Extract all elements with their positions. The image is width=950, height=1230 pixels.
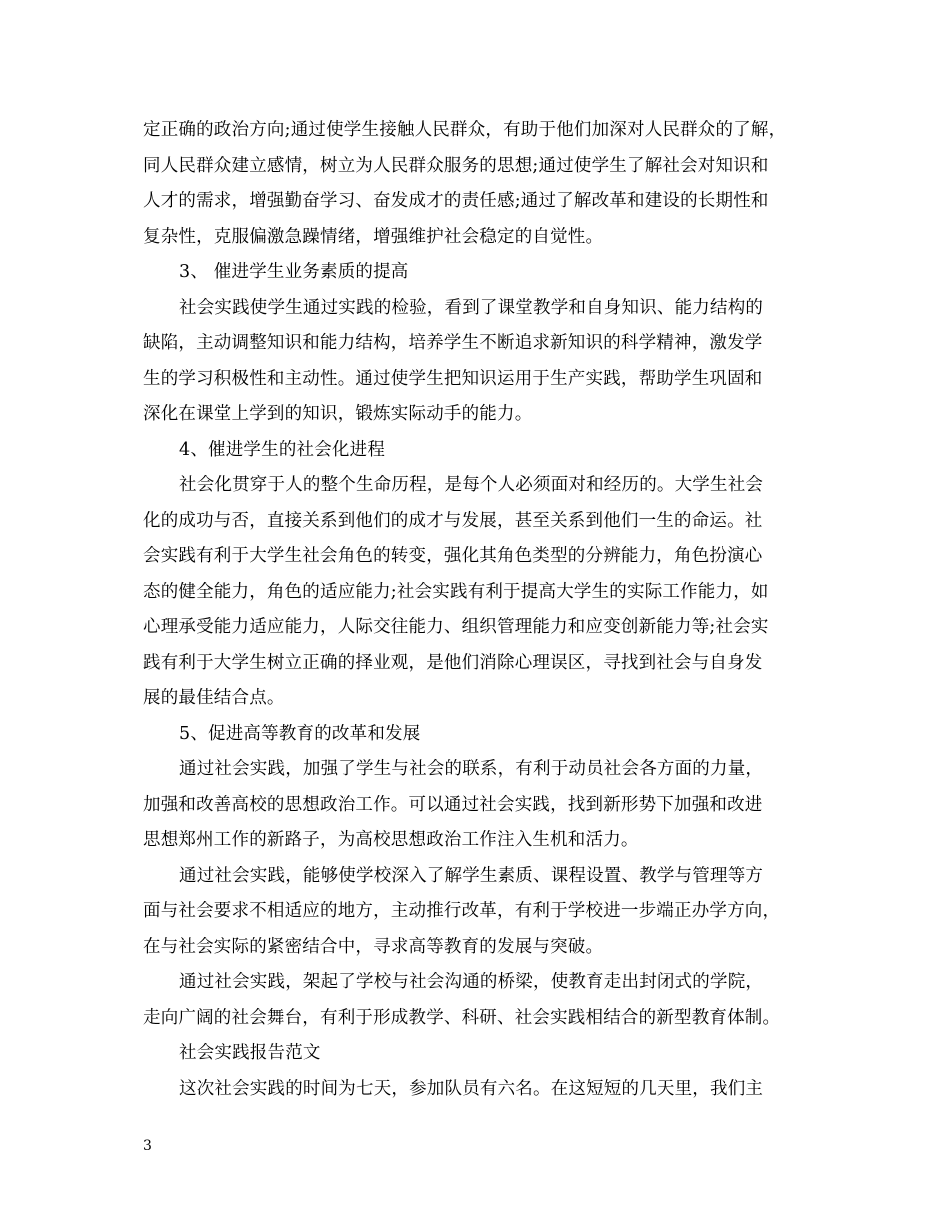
text-line: 5、促进高等教育的改革和发展: [179, 723, 421, 744]
text-line: 深化在课堂上学到的知识，锻炼实际动手的能力。: [143, 404, 533, 424]
text-line: 态的健全能力，角色的适应能力;社会实践有利于提高大学生的实际工作能力，如: [143, 581, 769, 602]
text-line: 通过社会实践，架起了学校与社会沟通的桥梁，使教育走出封闭式的学院，: [179, 972, 764, 992]
text-line: 缺陷，主动调整知识和能力结构，培养学生不断追求新知识的科学精神，激发学: [143, 333, 763, 353]
text-line: 生的学习积极性和主动性。通过使学生把知识运用于生产实践，帮助学生巩固和: [143, 368, 763, 389]
text-line: 定正确的政治方向;通过使学生接触人民群众，有助于他们加深对人民群众的了解，: [143, 120, 787, 140]
text-line: 同人民群众建立感情，树立为人民群众服务的思想;通过使学生了解社会对知识和: [143, 155, 769, 176]
text-line: 4、催进学生的社会化进程: [179, 439, 386, 460]
text-line: 会实践有利于大学生社会角色的转变，强化其角色类型的分辨能力，角色扮演心: [143, 546, 763, 566]
text-line: 3、 催进学生业务素质的提高: [179, 262, 409, 282]
text-line: 面与社会要求不相适应的地方，主动推行改革，有利于学校进一步端正办学方向，: [143, 901, 781, 921]
text-line: 人才的需求，增强勤奋学习、奋发成才的责任感;通过了解改革和建设的长期性和: [143, 191, 769, 211]
text-line: 通过社会实践，能够使学校深入了解学生素质、课程设置、教学与管理等方: [179, 865, 764, 886]
text-line: 化的成功与否，直接关系到他们的成才与发展，甚至关系到他们一生的命运。社: [143, 510, 763, 531]
text-line: 加强和改善高校的思想政治工作。可以通过社会实践，找到新形势下加强和改进: [143, 794, 763, 815]
document-body: [143, 113, 811, 1107]
text-line: 在与社会实际的紧密结合中，寻求高等教育的发展与突破。: [143, 936, 604, 957]
page-number: 3: [143, 1138, 152, 1154]
text-line: 心理承受能力适应能力，人际交往能力、组织管理能力和应变创新能力等;社会实: [143, 617, 769, 637]
text-line: 社会实践使学生通过实践的检验，看到了课堂教学和自身知识、能力结构的: [179, 297, 764, 318]
text-line: 这次社会实践的时间为七天，参加队员有六名。在这短短的几天里，我们主: [179, 1078, 764, 1099]
text-line: 复杂性，克服偏激急躁情绪，增强维护社会稳定的自觉性。: [143, 226, 604, 247]
text-line: 社会化贯穿于人的整个生命历程，是每个人必须面对和经历的。大学生社会: [179, 475, 764, 495]
text-line: 思想郑州工作的新路子，为高校思想政治工作注入生机和活力。: [143, 830, 639, 850]
text-line: 社会实践报告范文: [179, 1043, 321, 1063]
text-line: 展的最佳结合点。: [143, 688, 285, 708]
text-line: 通过社会实践，加强了学生与社会的联系，有利于动员社会各方面的力量，: [179, 759, 764, 779]
text-line: 践有利于大学生树立正确的择业观，是他们消除心理误区，寻找到社会与自身发: [143, 652, 763, 673]
text-line: 走向广阔的社会舞台，有利于形成教学、科研、社会实践相结合的新型教育体制。: [143, 1007, 781, 1028]
